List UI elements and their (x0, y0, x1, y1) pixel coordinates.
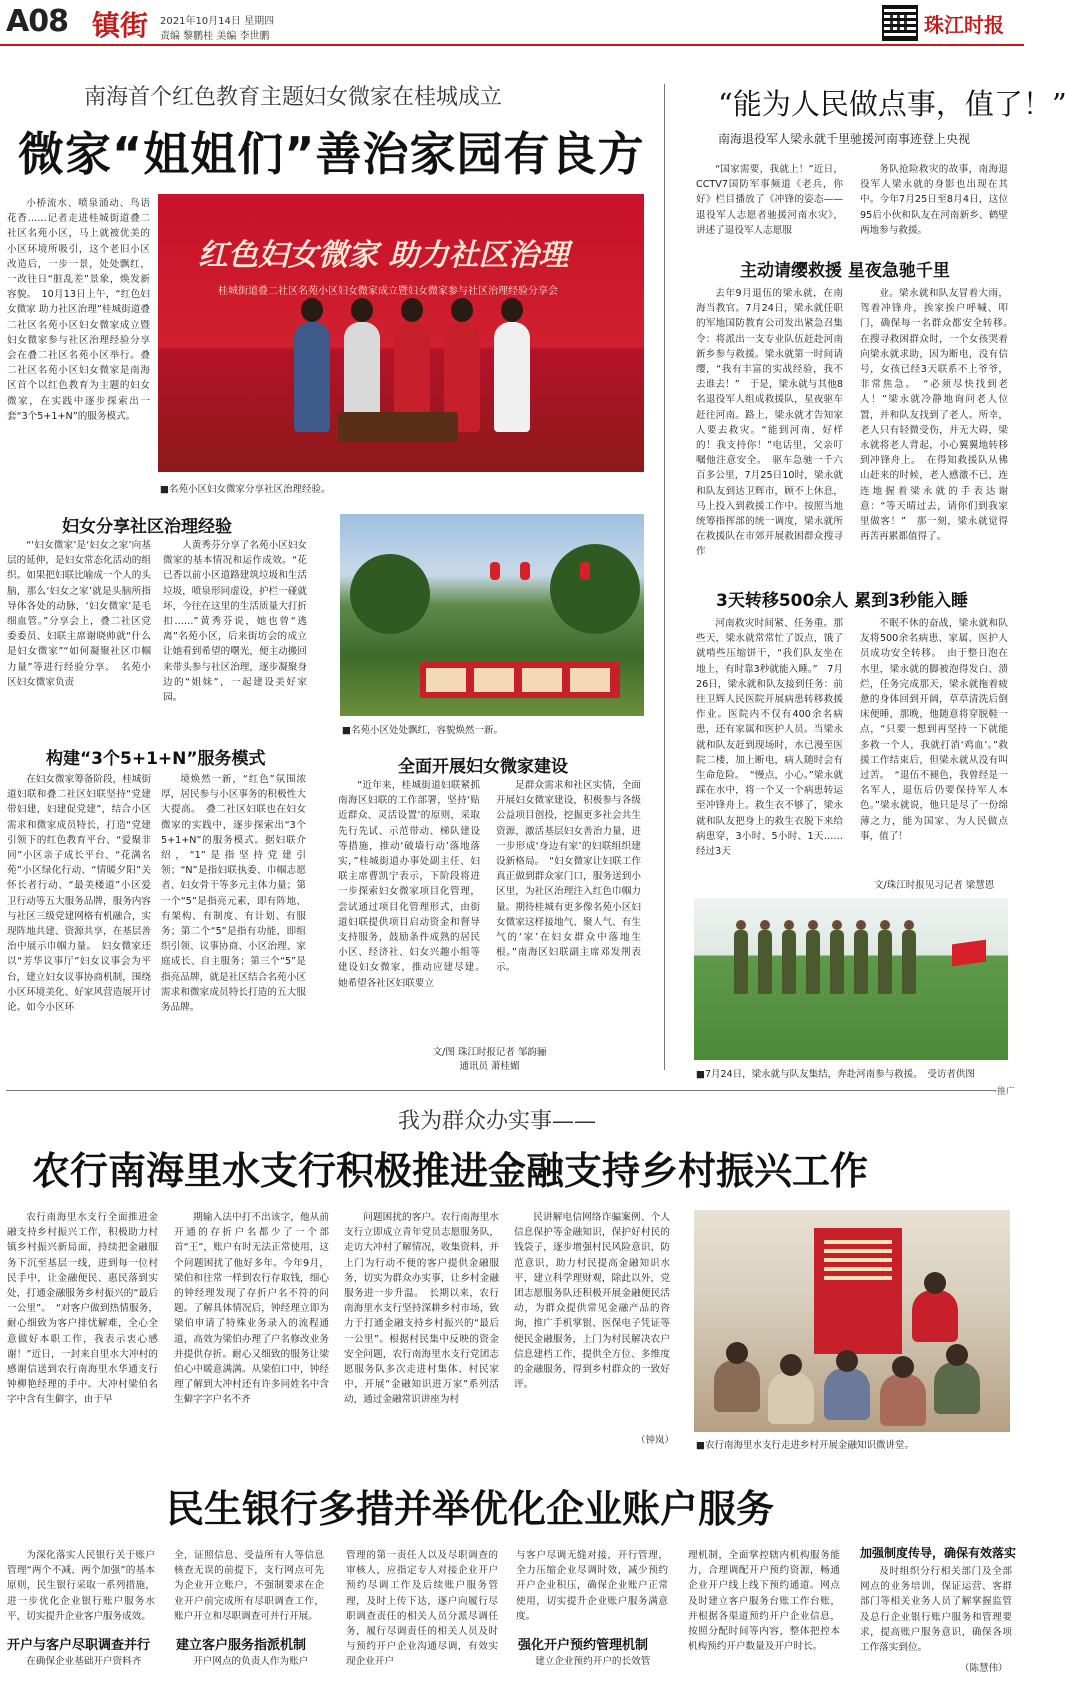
story4-col1-subtitle: 开户与客户尽职调查并行 (7, 1638, 151, 1653)
section-divider (6, 1090, 996, 1091)
event-photo-caption: ■名苑小区妇女微家分享社区治理经验。 (160, 484, 331, 495)
story2-byline: 文/珠江时报见习记者 梁慧恩 (874, 880, 995, 891)
story3-headline: 农行南海里水支行积极推进金融支持乡村振兴工作 (32, 1149, 869, 1193)
story1-sub1-col2: 人黄秀芬分享了名苑小区妇女微家的基本情况和运作成效。“花已香以前小区道路建筑垃圾和生活垃圾，喷泉形同虚设，护栏一碰就坏，今往在这里的生活质量大打折扣……”黄秀芬说，她也曾“逃离”名苑小区，后来街坊会的成立让她看到希望的曙光，便主动搬回来带头参与社区治理，逐步凝聚身边的“姐妹”，一起建设美好家园。 (163, 540, 307, 704)
story3-col1: 农行南海里水支行全面推进金融支持乡村振兴工作，积极助力村镇乡村振兴新局面，持续把金融服务下沉至基层一线，进到每一位村民手中，让金融便民、惠民落到实处，打通金融服务乡村振兴的“最后一公里”。 “对客户做到热情服务，耐心细致为客户排忧解难，全心全意做好本职工作，我表示衷心感谢！”近日，一封来自里水大冲村的感谢信送到农行南海里水华通支行钟柳艳经理的手中。大冲村梁伯名字中含有生僻字，由于早 (7, 1212, 158, 1406)
column-divider (664, 84, 665, 1070)
story4-col1: 为深化落实人民银行关于账户管理“两个不减、两个加强”的基本原则，民生银行采取一系列措施，进一步优化企业银行账户服务水平，切实提升企业客户服务成效。 (7, 1550, 155, 1622)
ad-tag: ·推广 (994, 1087, 1015, 1097)
story1-sub1-col1: “‘妇女微家’是‘妇女之家’向基层的延伸，是妇女常态化活动的组织。如果把妇联比喻成一个人的头脑，那么‘妇女之家’就是头脑所指导体各处的动脉，‘妇女微家’是毛细血管。”分享会上，叠二社区党委委员、妇联主席谢晓帅就“什么是妇女微家”“如何凝聚社区巾帼力量”等进行经验分享。 名苑小区妇女微家负责 (7, 540, 151, 688)
story4-col1-tail: 在确保企业基础开户资料齐 (26, 1656, 142, 1667)
paper-logo: 珠江时报 (924, 13, 1004, 37)
story1-sub2-col1: 在妇女微家筹备阶段，桂城街道妇联和叠二社区妇联坚持“党建带妇建，妇建促党建”，结合小区需求和微家成员特长，打造“党建引领下的红色教育平台、“爱聚非同”小区亲子成长平台、“花满名苑”小区绿化行动、“情暖夕阳”关怀长者行动、“最美楼道”小区爱卫行动等五大服务品牌，服务内容与社区三级党建网格有机融合，实现阵地共建、资源共享，在基层善治中展示巾帼力量。 妇女微家还以“芳华议事厅”妇女议事会为平台，建立妇女议事协商机制，围绕小区环境美化、好家风营造展开讨论。如今小区环 (7, 774, 151, 1014)
story2-headline: “能为人民做点事，值了！” (718, 87, 1067, 121)
story4-col2: 全，证照信息、受益所有人等信息核查无误的前提下，支行网点可先为企业开立账户，不强制要求在企业开户前完成所有尽职调查工作，账户开立和尽职调查可并行开展。 (174, 1550, 324, 1622)
story2-sub1-col1: 去年9月退伍的梁永就，在南海当教官。7月24日，梁永就任职的军地国防教育公司发出紧急召集令：将派出一支专业队伍赶赴河南新乡参与救援。梁永就第一时间请缨，“我有丰富的实战经验，我不去谁去！” 于是，梁永就与其他8名退役军人组成救援队，星夜驱车赶往河南。路上，梁永就才告知家人要去救灾。“能到河南，好样的！我支持你！”电话里，父亲叮嘱他注意安全。 驱车急驰一千六百多公里，7月25日10时，梁永就和队友到达卫辉市，顾不上休息，马上投入到救援工作中。按照当地统筹指挥部的统一调度，梁永就所在救援队在市郊开展救困群众搜寻作 (696, 288, 843, 558)
story2-sub2-col1: 河南救灾时间紧、任务重。那些天，梁永就常常忙了饭点，饿了就啃些压缩饼干，“我们队友坐在地上，有时靠3秒就能入睡。” 7月26日，梁永就和队友接到任务：前往卫辉人民医院开展病患转移救援作业。医院内不仅有400余名病患，还有家属和医护人员。当梁永就和队友赶到现场时，水已漫至医院二楼，加上断电，病人随时会有生命危险。 “慢点，小心。”梁永就踩在水中，将一个又一个病患转运至冲锋舟上。救生衣不够了，梁永就和队友把身上的救生衣脱下来给病患穿，3小时、5小时、1天……经过3天 (696, 618, 843, 858)
story1-sub3-title: 全面开展妇女微家建设 (398, 757, 568, 777)
qr-code-icon (882, 5, 918, 41)
story2-subtitle: 南海退役军人梁永就千里驰援河南事迹登上央视 (718, 132, 971, 146)
soldiers-photo-caption: ■7月24日，梁永就与队友集结，奔赴河南参与救援。 受访者供图 (696, 1069, 975, 1080)
story2-sub1-col2: 业。梁永就和队友冒着大雨，驾着冲锋舟，挨家挨户呼喊、叩门，确保每一名群众都安全转移。 在搜寻救困群众时，一个女孩哭着向梁永就求助，因为断电，没有信号，女孩已经3天联系不上爷爷，非常焦急。 “必须尽快找到老人！”梁永就冷静地询问老人位置，并和队友找到了老人。所幸，老人只有轻微受伤，并无大碍，梁永就将老人背起，小心翼翼地转移到冲锋舟上。 在得知救援队从佛山赶来的时候，老人感激不已，连连地握着梁永就的手表达谢意：“等天晴过去，请你们到我家里做客！” 那一刻，梁永就觉得再苦再累都值得了。 (860, 288, 1018, 543)
lecture-photo-caption: ■农行南海里水支行走进乡村开展金融知识微讲堂。 (696, 1440, 914, 1451)
story2-sub1-title: 主动请缨救援 星夜急驰千里 (740, 261, 950, 281)
story4-col4-tail: 建立企业预约开户的长效管 (535, 1656, 651, 1667)
story4-col6: 及时组织分行相关部门及全部网点的业务培训，保证运营、客群部门等相关业务人员了解掌握监管及总行企业银行账户服务和管理要求，提高账户服务意识，确保各项工作落实到位。 (860, 1566, 1012, 1654)
story3-col3: 问题困扰的客户。农行南海里水支行立即成立青年党员志愿服务队，走访大冲村了解情况，收集资料，并上门为行动不便的客户提供金融服务，切实为群众办实事，让乡村金融服务进一步升温。 长期以来，农行南海里水支行坚持深耕乡村市场，致力于打通金融支持乡村振兴的“最后一公里”。根据村民集中反映的资金安全问题，农行南海里水支行党团志愿服务队多次走进村集体、村民家中，开展“金融知识进万家”系列活动，通过金融常识讲座为村 (344, 1212, 499, 1406)
story4-col2-tail: 开户网点的负责人作为账户 (193, 1656, 309, 1667)
event-photo (158, 194, 644, 472)
story4-col4: 与客户尽调无缝对接，开行管理，全力压缩企业尽调时效，减少预约开户企业积压，确保企业账户正常使用，切实提升企业账户服务满意度。 (516, 1550, 668, 1622)
story4-headline: 民生银行多措并举优化企业账户服务 (166, 1487, 775, 1531)
editor-credits: 责编 黎鹏桂 美编 李世鹏 (160, 31, 270, 42)
story4-author: （陈慧伟） (960, 1663, 1008, 1674)
section-name: 镇街 (92, 9, 149, 42)
story1-sub2-title: 构建“3个5+1+N”服务模式 (46, 749, 266, 769)
lecture-photo (694, 1210, 1010, 1432)
story2-intro-col2: 务队抢险救灾的故事，南海退役军人梁永就的身影也出现在其中。今年7月25日至8月4日，这位95后小伙和队友在河南新乡、鹤壁两地参与救援。 (860, 164, 1008, 236)
story3-col4: 民讲解电信网络诈骗案例、个人信息保护等金融知识，保护好村民的钱袋子，逐步增强村民风险意识，防范意识，助力村民提高金融知识水平，建立科学理财观，除此以外，党团志愿服务队还积极开展金融便民活动，为群众提供常见金融产品的咨询，推广手机掌银、医保电子凭证等便民金融服务，上门为村民解决农户信息建档工作，提供全方位、多维度的金融服务，得到乡村群众的一致好评。 (514, 1212, 670, 1391)
event-banner-subtitle: 桂城街道叠二社区名苑小区妇女微家成立暨妇女微家参与社区治理经验分享会 (218, 286, 558, 297)
story3-kicker: 我为群众办实事—— (398, 1109, 597, 1134)
page-number: A08 (6, 4, 68, 39)
story1-intro: 小桥流水、喷泉涌动、鸟语花香……记者走进桂城街道叠二社区名苑小区，马上就被优美的小区环境所吸引，这个老旧小区改造后，一步一景，处处飘红，一改往日“脏乱差”景象，焕发新容貌。 10月13日上午，“红色妇女微家 助力社区治理”桂城街道叠二社区名苑小区妇女微家成立暨妇女微家参与社区治理经验分享会在叠二社区名苑小区举行。叠二社区名苑小区妇女微家是南海区首个以红色教育为主题的妇女微家，在实践中逐步探索出一套“3个5+1+N”的服务模式。 (7, 198, 150, 422)
story4-col5: 理机制，全面掌控辖内机构服务能力，合理调配开户预约资源，畅通企业开户线上线下预约通道。网点及时建立客户服务台账工作台账，并根据各渠道预约开户企业信息，按照分配时间等内容，整体把控本机构预约开户数量及开户时长。 (688, 1550, 840, 1653)
masthead (0, 0, 1024, 46)
soldiers-photo (694, 898, 1008, 1060)
story1-byline: 文/图 珠江时报记者 邹韵骊 通讯员 萧桂媚 (432, 1047, 547, 1072)
issue-date: 2021年10月14日 星期四 (160, 16, 275, 27)
story2-sub2-title: 3天转移500余人 累到3秒能入睡 (716, 591, 969, 611)
story4-col4-subtitle: 强化开户预约管理机制 (518, 1638, 649, 1653)
story4-col6-title: 加强制度传导，确保有效落实 (860, 1546, 1017, 1560)
story3-col2: 期输入法中打不出该字，他从前开通的存折户名都少了一个部首“王”，账户有时无法正常使用，这个问题困扰了他好多年。今年9月，梁伯和往常一样到农行存取钱，细心的钟经理发现了存折户名不符的问题。了解具体情况后，钟经理立即为梁伯申请了特殊业务录入的流程通道，高效为梁伯办理了户名修改业务并提供存折。耐心又细致的服务让梁伯心中暖意满满。从梁伯口中，钟经理了解到大冲村还有许多同姓名中含生僻字字户名不齐 (174, 1212, 329, 1406)
story4-col3: 管理的第一责任人以及尽职调查的审核人，应指定专人对接企业开户预约尽调工作及后续账户服务管理，及时上传下达，逐户向履行尽职调查责任的相关人员分派尽调任务，履行尽调责任的相关人员及时与预约开户企业沟通尽调，有效实现企业开户 (346, 1550, 498, 1668)
story2-sub2-col2: 不眠不休的奋战，梁永就和队友将500余名病患、家属、医护人员成功安全转移。 由于整日泡在水里，梁永就的脚被泡得发白、溃烂，任务完成那天，梁永就拖着疲惫的身体回到开阔，草草清洗后倒床便睡，那晚，他随意将穿脱鞋一点，“只要一想到再坚持一下就能多救一个人，我就打消‘鸡血’。”救援工作结束后，但梁永就从没有叫过苦。 “退伍不褪色，我曾经是一名军人，退伍后仍要保持军人本色。”梁永就说，他只是尽了一份绵薄之力，能为国家、为人民做点事，值了！ (860, 618, 1008, 842)
story3-author: （钟岚） (636, 1435, 675, 1446)
garden-photo (340, 514, 644, 716)
story1-sub2-col2: 境焕然一新，“红色”氛围浓厚，居民参与小区事务的积极性大大提高。 叠二社区妇联也在妇女微家的实践中，逐步探索出“3个5+1+N”的服务模式。据妇联介绍，“1”是指坚持党建引领；“N”是指妇联执委、巾帼志愿者、妇女骨干等多元主体力量；第一个“5”是指亮元素，即有阵地、有架构、有制度、有计划、有服务；第二个“5”是指有功能，即组织引领、议事协商、小区治理、家庭成长、自主服务；第三个“5”是指亮品牌，就是社区结合名苑小区需求和微家成员特长打造的五大服务品牌。 (161, 774, 306, 1014)
story1-sub3-col2: 足群众需求和社区实情，全面开展妇女微家建设，积极参与各级公益项目创投，挖掘更多社会共生资源，激活基层妇女善治力量，进一步形成‘身边有家’的妇联组织建设新格局。 “妇女微家让妇联工作真正做到群众家门口，服务送到小区里，为社区治理注入红色巾帼力量。期待桂城有更多像名苑小区妇女微家这样接地气、聚人气、有生气的‘家’在妇女群众中落地生根。”南海区妇联副主席邓发荆表示。 (496, 780, 641, 974)
garden-photo-caption: ■名苑小区处处飘红，容貌焕然一新。 (342, 725, 503, 736)
story1-sub3-col1: “近年来，桂城街道妇联紧抓南海区妇联的工作部署，坚持‘贴近群众、灵活设置’的原则，采取先行先试、示范带动、梯队建设等措施，推动‘破墙行动’落地落实，”桂城街道办事处副主任、妇联主席曹凯宁表示，下阶段将进一步探索妇女微家项目化管理，尝试通过项目化管理形式，由街道妇联提供项目启动资金和督导支持服务，鼓励条件成熟的居民小区、经济社、妇女兴趣小组等建设妇女微家，推动应建尽建。 她希望各社区妇联要立 (338, 780, 490, 989)
event-banner-title: 红色妇女微家 助力社区治理 (198, 238, 569, 273)
story1-headline: 微家“姐姐们”善治家园有良方 (18, 127, 645, 181)
story4-col2-subtitle: 建立客户服务指派机制 (176, 1638, 307, 1653)
story1-sub1-title: 妇女分享社区治理经验 (62, 517, 232, 537)
story2-intro-col1: “国家需要，我就上！”近日，CCTV7国防军事频道《老兵，你好》栏目播放了《冲锋的姿态——退役军人志愿者驰援河南水灾》，讲述了退役军人志愿服 (696, 164, 843, 236)
story1-kicker: 南海首个红色教育主题妇女微家在桂城成立 (84, 85, 503, 110)
